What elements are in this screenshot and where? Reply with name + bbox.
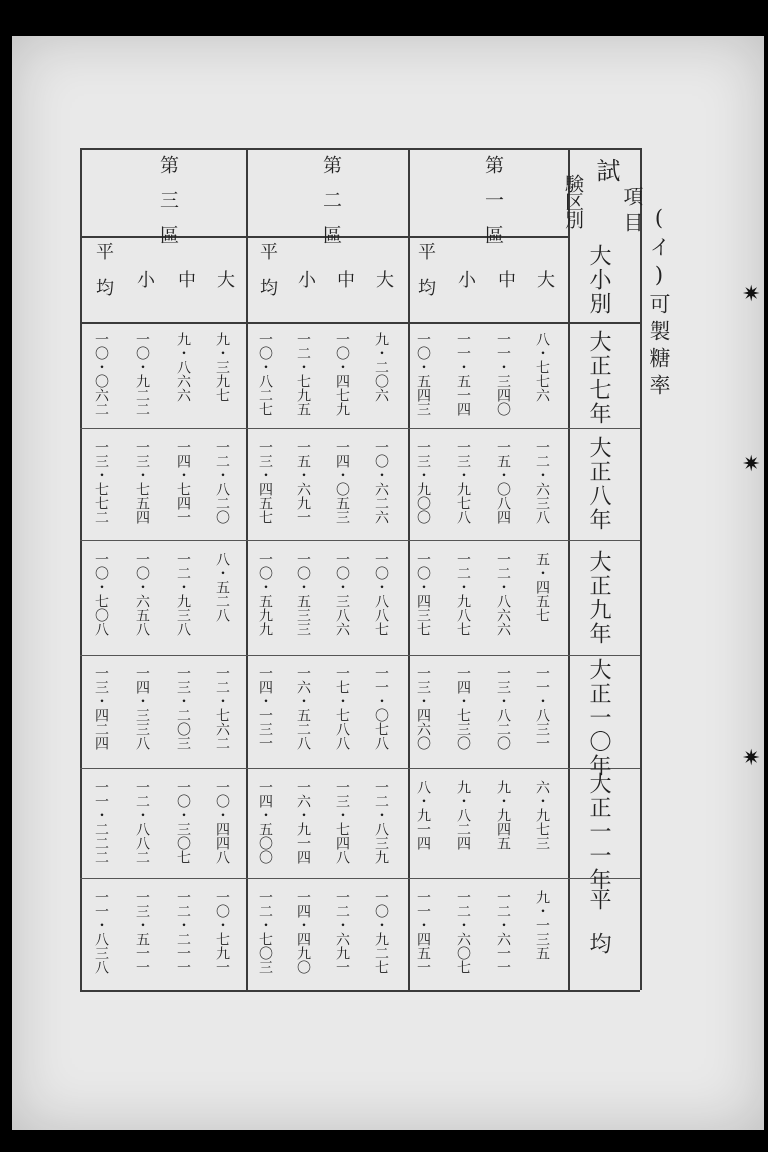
table-cell: 一四・三三八	[134, 666, 150, 750]
table-cell: 九・一三五	[534, 890, 550, 960]
table-cell: 八・九一四	[415, 780, 431, 850]
table-cell: 九・九四五	[495, 780, 511, 850]
table-cell: 一〇・四七九	[334, 332, 350, 416]
table-cell: 一一・四五一	[415, 890, 431, 974]
size-header-d2-large: 大	[373, 270, 394, 288]
table-cell: 一二・六〇七	[455, 890, 471, 974]
year-5: 大正一一年	[586, 772, 611, 892]
corner-label-district: 験区別	[562, 174, 584, 228]
corner-label-item: 項目	[620, 186, 644, 238]
table-cell: 一一・三四〇	[495, 332, 511, 416]
table-cell: 一〇・九二二	[134, 332, 150, 416]
subheader-rule	[80, 322, 640, 324]
table-cell: 一〇・四四八	[214, 780, 230, 864]
table-cell: 一三・八二〇	[495, 666, 511, 750]
table-cell: 一三・七五四	[134, 440, 150, 524]
table-left-rule	[80, 148, 82, 990]
table-cell: 一一・〇七八	[373, 666, 389, 750]
table-cell: 一四・一三一	[257, 666, 273, 750]
row-rule-2	[80, 540, 640, 541]
table-cell: 一〇・五三三	[295, 552, 311, 636]
table-cell: 一一・二二二	[93, 780, 109, 864]
size-header-d3-large: 大	[214, 270, 235, 288]
table-cell: 一〇・七九一	[214, 890, 230, 974]
table-cell: 一三・四五七	[257, 440, 273, 524]
table-cell: 九・八二四	[455, 780, 471, 850]
table-cell: 一二・六三八	[534, 440, 550, 524]
table-cell: 一〇・四三七	[415, 552, 431, 636]
district-rule-1	[408, 148, 410, 990]
table-cell: 一四・五〇〇	[257, 780, 273, 864]
corner-label-test: 試	[592, 158, 620, 186]
table-cell: 一二・七六二	[214, 666, 230, 750]
table-cell: 一三・九〇〇	[415, 440, 431, 524]
table-cell: 一四・七三〇	[455, 666, 471, 750]
table-cell: 一三・二〇三	[175, 666, 191, 750]
table-cell: 一三・四二四	[93, 666, 109, 750]
year-3: 大正九年	[586, 550, 611, 646]
table-cell: 八・五二八	[214, 552, 230, 622]
row-rule-1	[80, 428, 640, 429]
row-rule-3	[80, 655, 640, 656]
row-rule-5	[80, 878, 640, 879]
year-1: 大正七年	[586, 330, 611, 426]
table-cell: 一一・五一四	[455, 332, 471, 416]
table-cell: 一三・四六〇	[415, 666, 431, 750]
table-cell: 六・九七三	[534, 780, 550, 850]
year-4: 大正一〇年	[586, 658, 611, 778]
table-top-rule	[80, 148, 640, 150]
table-cell: 一二・九八七	[455, 552, 471, 636]
district-header-1: 第一區	[482, 155, 504, 260]
table-cell: 一〇・三八六	[334, 552, 350, 636]
year-column-rule	[568, 148, 570, 990]
table-cell: 一二・八六六	[495, 552, 511, 636]
size-header-d1-small: 小	[455, 270, 476, 288]
avg-header-d3: 平均	[93, 242, 114, 314]
table-cell: 一五・六九一	[295, 440, 311, 524]
table-cell: 一五・〇八四	[495, 440, 511, 524]
table-cell: 一三・七四八	[334, 780, 350, 864]
margin-mark: ✷	[742, 746, 761, 771]
table-cell: 一四・七四一	[175, 440, 191, 524]
table-cell: 一二・九三八	[175, 552, 191, 636]
size-header-d2-small: 小	[295, 270, 316, 288]
district-rule-2	[246, 148, 248, 990]
table-cell: 一〇・五四三	[415, 332, 431, 416]
table-cell: 一四・四九〇	[295, 890, 311, 974]
table-cell: 一〇・六五八	[134, 552, 150, 636]
table-cell: 一〇・〇六二	[93, 332, 109, 416]
size-header-d3-medium: 中	[175, 270, 196, 288]
table-cell: 一〇・五九九	[257, 552, 273, 636]
table-cell: 五・四五七	[534, 552, 550, 622]
district-header-3: 第三區	[157, 155, 179, 260]
table-cell: 一六・五二八	[295, 666, 311, 750]
table-cell: 一一・八三一	[534, 666, 550, 750]
year-6: 平均	[586, 888, 611, 976]
size-header: 大小別	[586, 244, 611, 316]
table-cell: 一七・七八八	[334, 666, 350, 750]
table-cell: 一二・八二〇	[214, 440, 230, 524]
avg-header-d2: 平均	[257, 242, 278, 314]
table-cell: 一二・二一一	[175, 890, 191, 974]
table-cell: 一二・七九五	[295, 332, 311, 416]
table-cell: 九・二〇六	[373, 332, 389, 402]
table-cell: 九・三九七	[214, 332, 230, 402]
row-rule-4	[80, 768, 640, 769]
table-cell: 一二・八三九	[373, 780, 389, 864]
table-cell: 八・七七六	[534, 332, 550, 402]
table-right-rule	[640, 148, 642, 990]
table-cell: 一一・八三八	[93, 890, 109, 974]
size-header-d1-medium: 中	[495, 270, 516, 288]
table-cell: 九・八六六	[175, 332, 191, 402]
table-cell: 一二・八八二	[134, 780, 150, 864]
margin-mark: ✷	[742, 282, 761, 307]
table-cell: 一〇・七〇八	[93, 552, 109, 636]
year-2: 大正八年	[586, 436, 611, 532]
table-bottom-rule	[80, 990, 640, 992]
avg-header-d1: 平均	[415, 242, 436, 314]
table-cell: 一六・九一四	[295, 780, 311, 864]
table-cell: 一二・六九一	[334, 890, 350, 974]
table-cell: 一四・〇五三	[334, 440, 350, 524]
table-cell: 一〇・九二七	[373, 890, 389, 974]
section-title: (イ)可製糖率	[647, 206, 671, 401]
table-cell: 一二・六一一	[495, 890, 511, 974]
margin-mark: ✷	[742, 452, 761, 477]
table-cell: 一〇・三〇七	[175, 780, 191, 864]
table-cell: 一〇・六二六	[373, 440, 389, 524]
district-header-2: 第二區	[320, 155, 342, 260]
size-header-d1-large: 大	[534, 270, 555, 288]
table-cell: 一三・五一一	[134, 890, 150, 974]
table-cell: 一二・七〇三	[257, 890, 273, 974]
table-cell: 一〇・八二七	[257, 332, 273, 416]
size-header-d2-medium: 中	[334, 270, 355, 288]
table-cell: 一〇・八八七	[373, 552, 389, 636]
size-header-d3-small: 小	[134, 270, 155, 288]
table-cell: 一三・九七八	[455, 440, 471, 524]
table-cell: 一三・七七二	[93, 440, 109, 524]
